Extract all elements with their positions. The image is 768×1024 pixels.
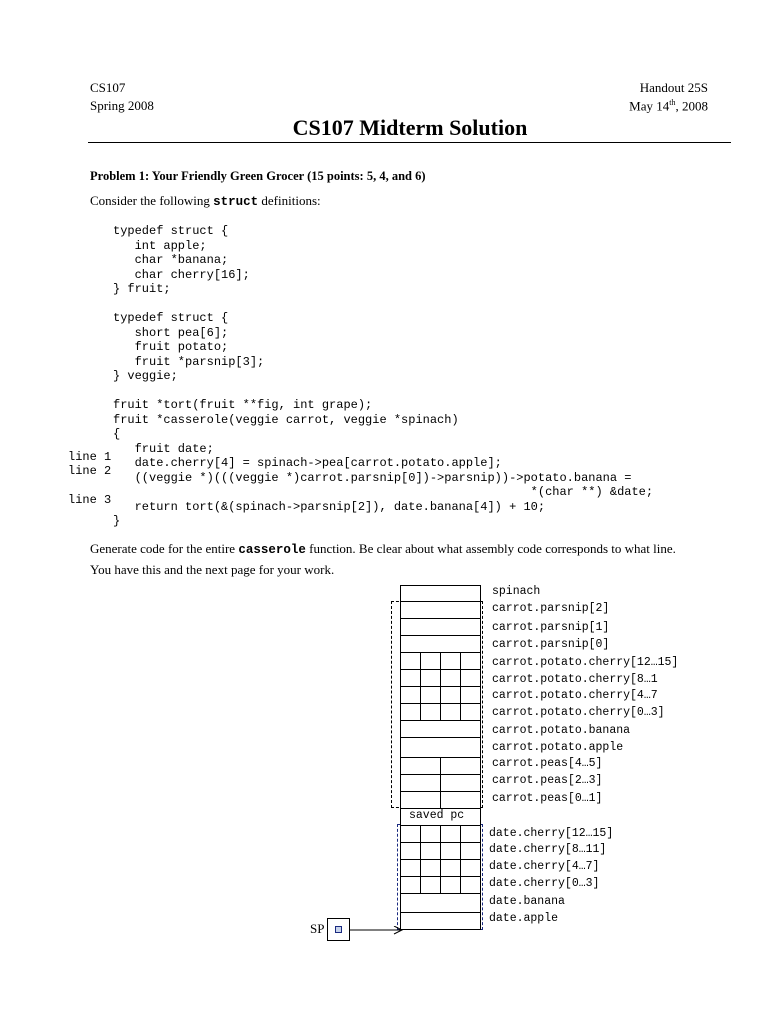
title-rule: [88, 142, 731, 143]
sp-arrow-icon: [350, 926, 405, 938]
stack-label: carrot.peas[0…1]: [492, 792, 603, 805]
stack-label: date.cherry[12…15]: [489, 827, 614, 840]
stack-label: carrot.potato.apple: [492, 741, 624, 754]
line-label-2: line 2: [68, 464, 112, 478]
stack-label: carrot.peas[4…5]: [492, 757, 603, 770]
stack-cell-date-banana: [400, 893, 481, 913]
byte-divider: [420, 652, 421, 721]
stack-label: carrot.potato.cherry[8…1: [492, 673, 658, 686]
stack-label: carrot.peas[2…3]: [492, 774, 603, 787]
stack-cell-parsnip0: [400, 635, 481, 653]
stack-label: date.cherry[0…3]: [489, 877, 600, 890]
handout-date: May 14th, 2008: [629, 98, 708, 114]
stack-label: date.cherry[4…7]: [489, 860, 600, 873]
stack-label: spinach: [492, 585, 541, 598]
stack-label: date.cherry[8…11]: [489, 843, 607, 856]
stack-cell-spinach: [400, 585, 481, 602]
stack-cell-parsnip2: [400, 601, 481, 619]
byte-divider: [420, 825, 421, 894]
byte-divider: [440, 652, 441, 721]
problem-intro: Consider the following struct definitions:: [90, 193, 321, 209]
problem-heading: Problem 1: Your Friendly Green Grocer (15 points: 5, 4, and 6): [90, 169, 426, 183]
stack-cell-parsnip1: [400, 618, 481, 636]
struct-keyword: struct: [213, 195, 259, 209]
stack-label: carrot.potato.cherry[0…3]: [492, 706, 665, 719]
line-label-3: line 3: [68, 493, 112, 507]
stack-label: date.apple: [489, 912, 559, 925]
stack-cell-apple: [400, 737, 481, 758]
stack-label: carrot.potato.cherry[12…15]: [492, 656, 679, 669]
stack-label: carrot.potato.banana: [492, 724, 631, 737]
short-divider: [440, 757, 441, 809]
line-label-1: line 1: [68, 450, 112, 464]
sp-label: SP: [310, 921, 325, 936]
stack-cell-date-apple: [400, 912, 481, 930]
page-title: CS107 Midterm Solution: [292, 115, 528, 140]
saved-pc-label: saved pc: [409, 809, 465, 822]
instructions: Generate code for the entire casserole function. Be clear about what assembly code corresponds to what line. You have this and the next page for your work.: [90, 541, 676, 577]
stack-label: carrot.potato.cherry[4…7: [492, 689, 658, 702]
stack-label: carrot.parsnip[1]: [492, 621, 610, 634]
stack-label: carrot.parsnip[2]: [492, 602, 610, 615]
handout-number: Handout 25S: [639, 80, 708, 95]
course-name: CS107: [90, 80, 126, 95]
byte-divider: [460, 825, 461, 894]
casserole-keyword: casserole: [238, 543, 306, 557]
term: Spring 2008: [90, 98, 154, 113]
stack-label: carrot.parsnip[0]: [492, 638, 610, 651]
stack-cell-banana: [400, 720, 481, 738]
sp-pointer-dot: [335, 926, 342, 933]
code-listing: typedef struct { int apple; char *banana; char cherry[16]; } fruit; typedef struct { short pea[6]; fruit potato; fruit *parsnip[3]; } veggie; fruit *tort(fruit **fig, int grape); fruit *casserole(veggie carrot, veggie *spinach) { fruit date; date.cherry[4] = spinach->pea[carrot.potato.apple]; ((veggie *)(((veggie *)carrot.parsnip[0])->parsnip))->potato.banana = *(char **) &date; return tort(&(spinach->parsnip[2]), date.banana[4]) + 10; }: [113, 224, 654, 528]
stack-label: date.banana: [489, 895, 565, 908]
byte-divider: [440, 825, 441, 894]
byte-divider: [460, 652, 461, 721]
